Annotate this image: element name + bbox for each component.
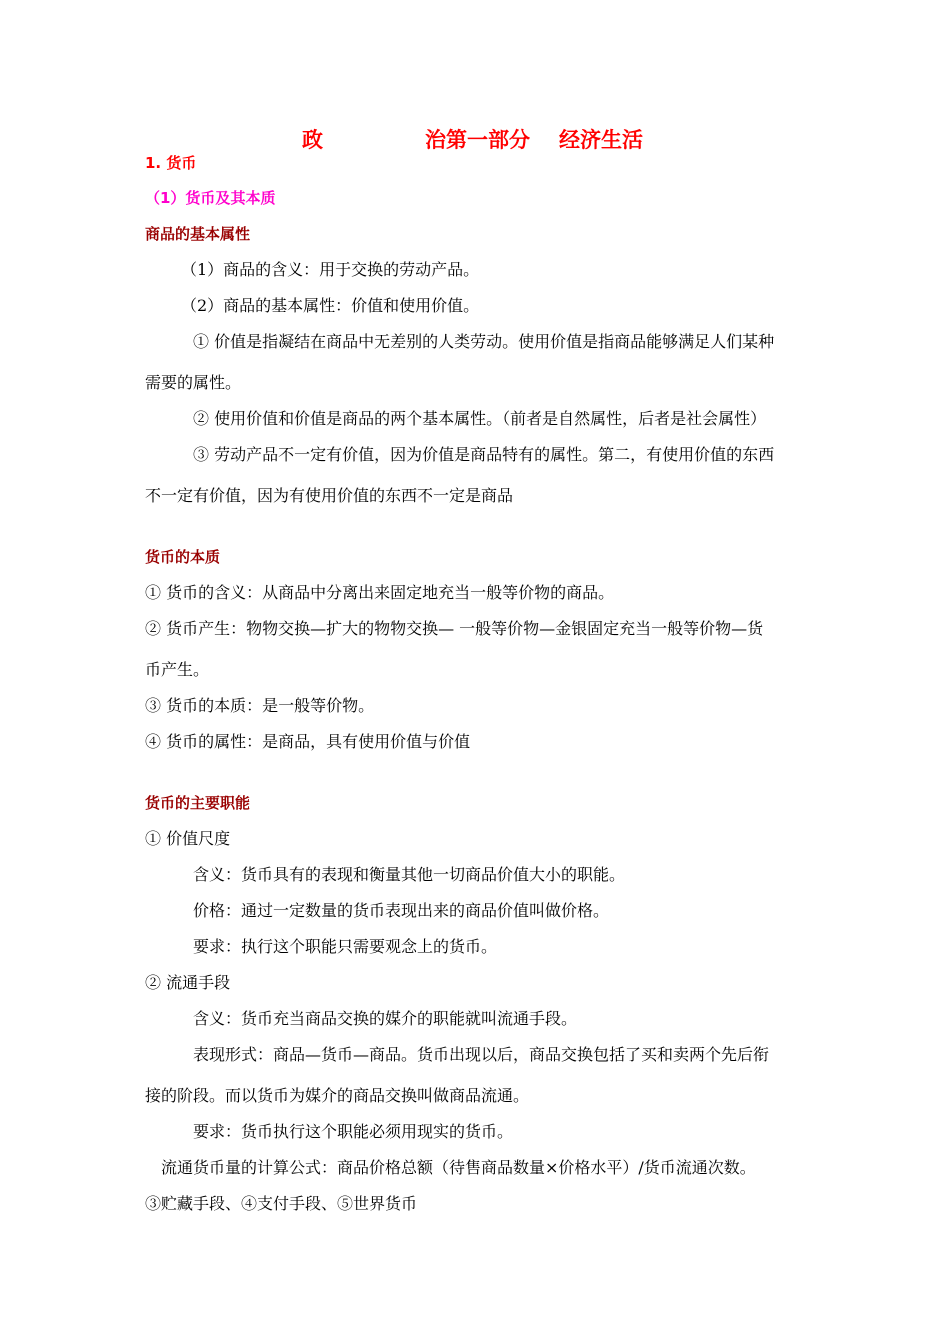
paragraph: （1）商品的含义：用于交换的劳动产品。	[181, 260, 480, 279]
paragraph: （2）商品的基本属性：价值和使用价值。	[181, 296, 480, 315]
paragraph: 接的阶段。而以货币为媒介的商品交换叫做商品流通。	[145, 1086, 530, 1105]
function-item: ② 流通手段	[145, 973, 231, 992]
heading-money-essence: 货币的本质	[145, 548, 221, 566]
paragraph: 价格：通过一定数量的货币表现出来的商品价值叫做价格。	[193, 901, 610, 920]
paragraph: 币产生。	[145, 660, 210, 679]
paragraph: ① 货币的含义：从商品中分离出来固定地充当一般等价物的商品。	[145, 583, 615, 602]
document-title	[0, 124, 950, 152]
paragraph: 需要的属性。	[145, 373, 242, 392]
paragraph: ④ 货币的属性：是商品，具有使用价值与价值	[145, 732, 471, 751]
paragraph: ① 价值是指凝结在商品中无差别的人类劳动。使用价值是指商品能够满足人们某种	[193, 332, 775, 351]
paragraph: ③ 劳动产品不一定有价值，因为价值是商品特有的属性。第二，有使用价值的东西	[193, 445, 775, 464]
paragraph: ② 货币产生：物物交换—扩大的物物交换— 一般等价物—金银固定充当一般等价物—货	[145, 619, 764, 638]
function-item: ① 价值尺度	[145, 829, 231, 848]
paragraph: 含义：货币充当商品交换的媒介的职能就叫流通手段。	[193, 1009, 578, 1028]
heading-commodity-attributes: 商品的基本属性	[145, 225, 251, 243]
title-part-3: 经济生活	[559, 128, 643, 152]
section-heading-money: 1. 货币	[145, 154, 197, 172]
heading-money-functions: 货币的主要职能	[145, 794, 251, 812]
function-item: ③贮藏手段、④支付手段、⑤世界货币	[145, 1194, 418, 1213]
paragraph: 要求：货币执行这个职能必须用现实的货币。	[193, 1122, 514, 1141]
paragraph: 含义：货币具有的表现和衡量其他一切商品价值大小的职能。	[193, 865, 626, 884]
title-part-2: 治第一部分	[425, 128, 530, 152]
subheading-money-essence: （1）货币及其本质	[145, 189, 276, 207]
paragraph: 不一定有价值，因为有使用价值的东西不一定是商品	[145, 486, 514, 505]
paragraph: ② 使用价值和价值是商品的两个基本属性。（前者是自然属性，后者是社会属性）	[193, 409, 767, 428]
paragraph: 要求：执行这个职能只需要观念上的货币。	[193, 937, 498, 956]
paragraph: ③ 货币的本质：是一般等价物。	[145, 696, 375, 715]
paragraph: 表现形式：商品—货币—商品。货币出现以后，商品交换包括了买和卖两个先后衔	[193, 1045, 770, 1064]
formula-paragraph: 流通货币量的计算公式：商品价格总额（待售商品数量×价格水平）/货币流通次数。	[161, 1158, 756, 1177]
title-part-1: 政	[302, 128, 323, 152]
